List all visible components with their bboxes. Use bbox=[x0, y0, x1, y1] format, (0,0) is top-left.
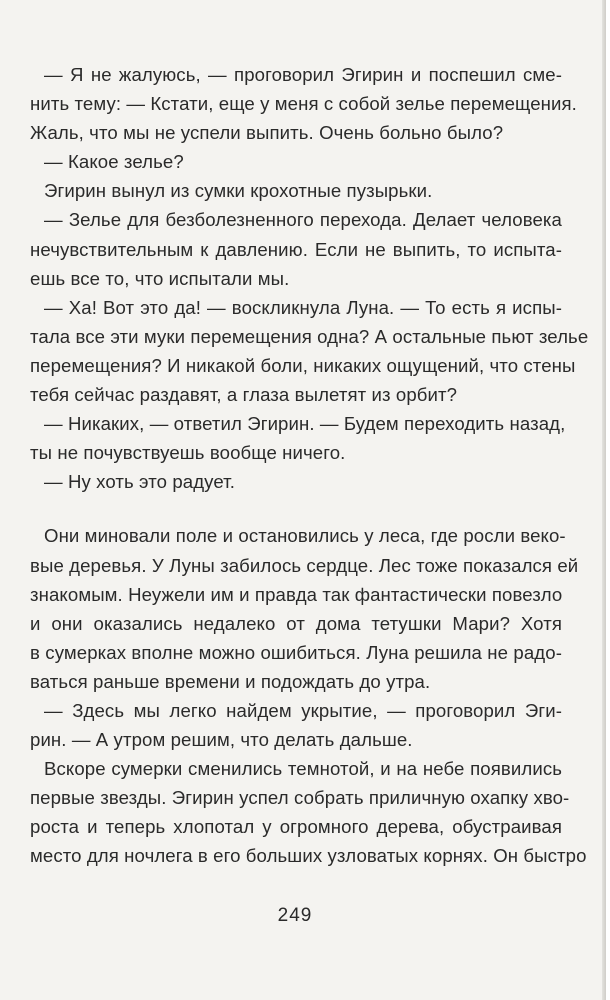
text-line: — Ну хоть это радует. bbox=[44, 471, 235, 493]
text-line: место для ночлега в его больших узловатых корнях. Он быстро bbox=[30, 845, 587, 867]
page-edge bbox=[602, 0, 606, 1000]
text-line: тебя сейчас раздавят, а глаза вылетят из орбит? bbox=[30, 384, 458, 406]
text-line: Жаль, что мы не успели выпить. Очень больно было? bbox=[30, 122, 504, 144]
text-line: — Какое зелье? bbox=[44, 151, 184, 173]
text-line: Они миновали поле и остановились у леса, где росли веко- bbox=[44, 525, 566, 547]
text-line: первые звезды. Эгирин успел собрать приличную охапку хво- bbox=[30, 787, 570, 809]
text-line: нечувствительным к давлению. Если не выпить, то испыта- bbox=[30, 238, 562, 260]
text-line: Вскоре сумерки сменились темнотой, и на небе появились bbox=[44, 758, 562, 780]
text-line: роста и теперь хлопотал у огромного дерева, обустраивая bbox=[30, 816, 562, 838]
text-line: ешь все то, что испытали мы. bbox=[30, 267, 290, 289]
text-line: нить тему: — Кстати, еще у меня с собой зелье перемещения. bbox=[30, 93, 577, 115]
section-break bbox=[30, 496, 562, 521]
text-line: тала все эти муки перемещения одна? А остальные пьют зелье bbox=[30, 325, 589, 347]
text-line: рин. — А утром решим, что делать дальше. bbox=[30, 729, 413, 751]
text-line: вые деревья. У Луны забилось сердце. Лес тоже показался ей bbox=[30, 554, 579, 576]
text-line: перемещения? И никакой боли, никаких ощущений, что стены bbox=[30, 354, 576, 376]
text-line: — Никаких, — ответил Эгирин. — Будем переходить назад, bbox=[44, 413, 566, 435]
text-line: Эгирин вынул из сумки крохотные пузырьки. bbox=[44, 180, 433, 202]
text-line: и они оказались недалеко от дома тетушки Мари? Хотя bbox=[30, 612, 562, 634]
page-text bbox=[30, 60, 589, 871]
text-line: в сумерках вполне можно ошибиться. Луна решила не радо- bbox=[30, 641, 562, 663]
text-line: — Зелье для безболезненного перехода. Делает человека bbox=[44, 209, 562, 231]
text-line: — Ха! Вот это да! — воскликнула Луна. — То есть я испы- bbox=[44, 296, 562, 318]
text-line: ты не почувствуешь вообще ничего. bbox=[30, 442, 346, 464]
text-line: — Я не жалуюсь, — проговорил Эгирин и поспешил сме- bbox=[44, 64, 562, 85]
text-line: знакомым. Неужели им и правда так фантастически повезло bbox=[30, 583, 563, 605]
text-line: — Здесь мы легко найдем укрытие, — проговорил Эги- bbox=[44, 699, 562, 721]
page-number: 249 bbox=[277, 905, 313, 926]
text-line: ваться раньше времени и подождать до утра. bbox=[30, 670, 431, 692]
